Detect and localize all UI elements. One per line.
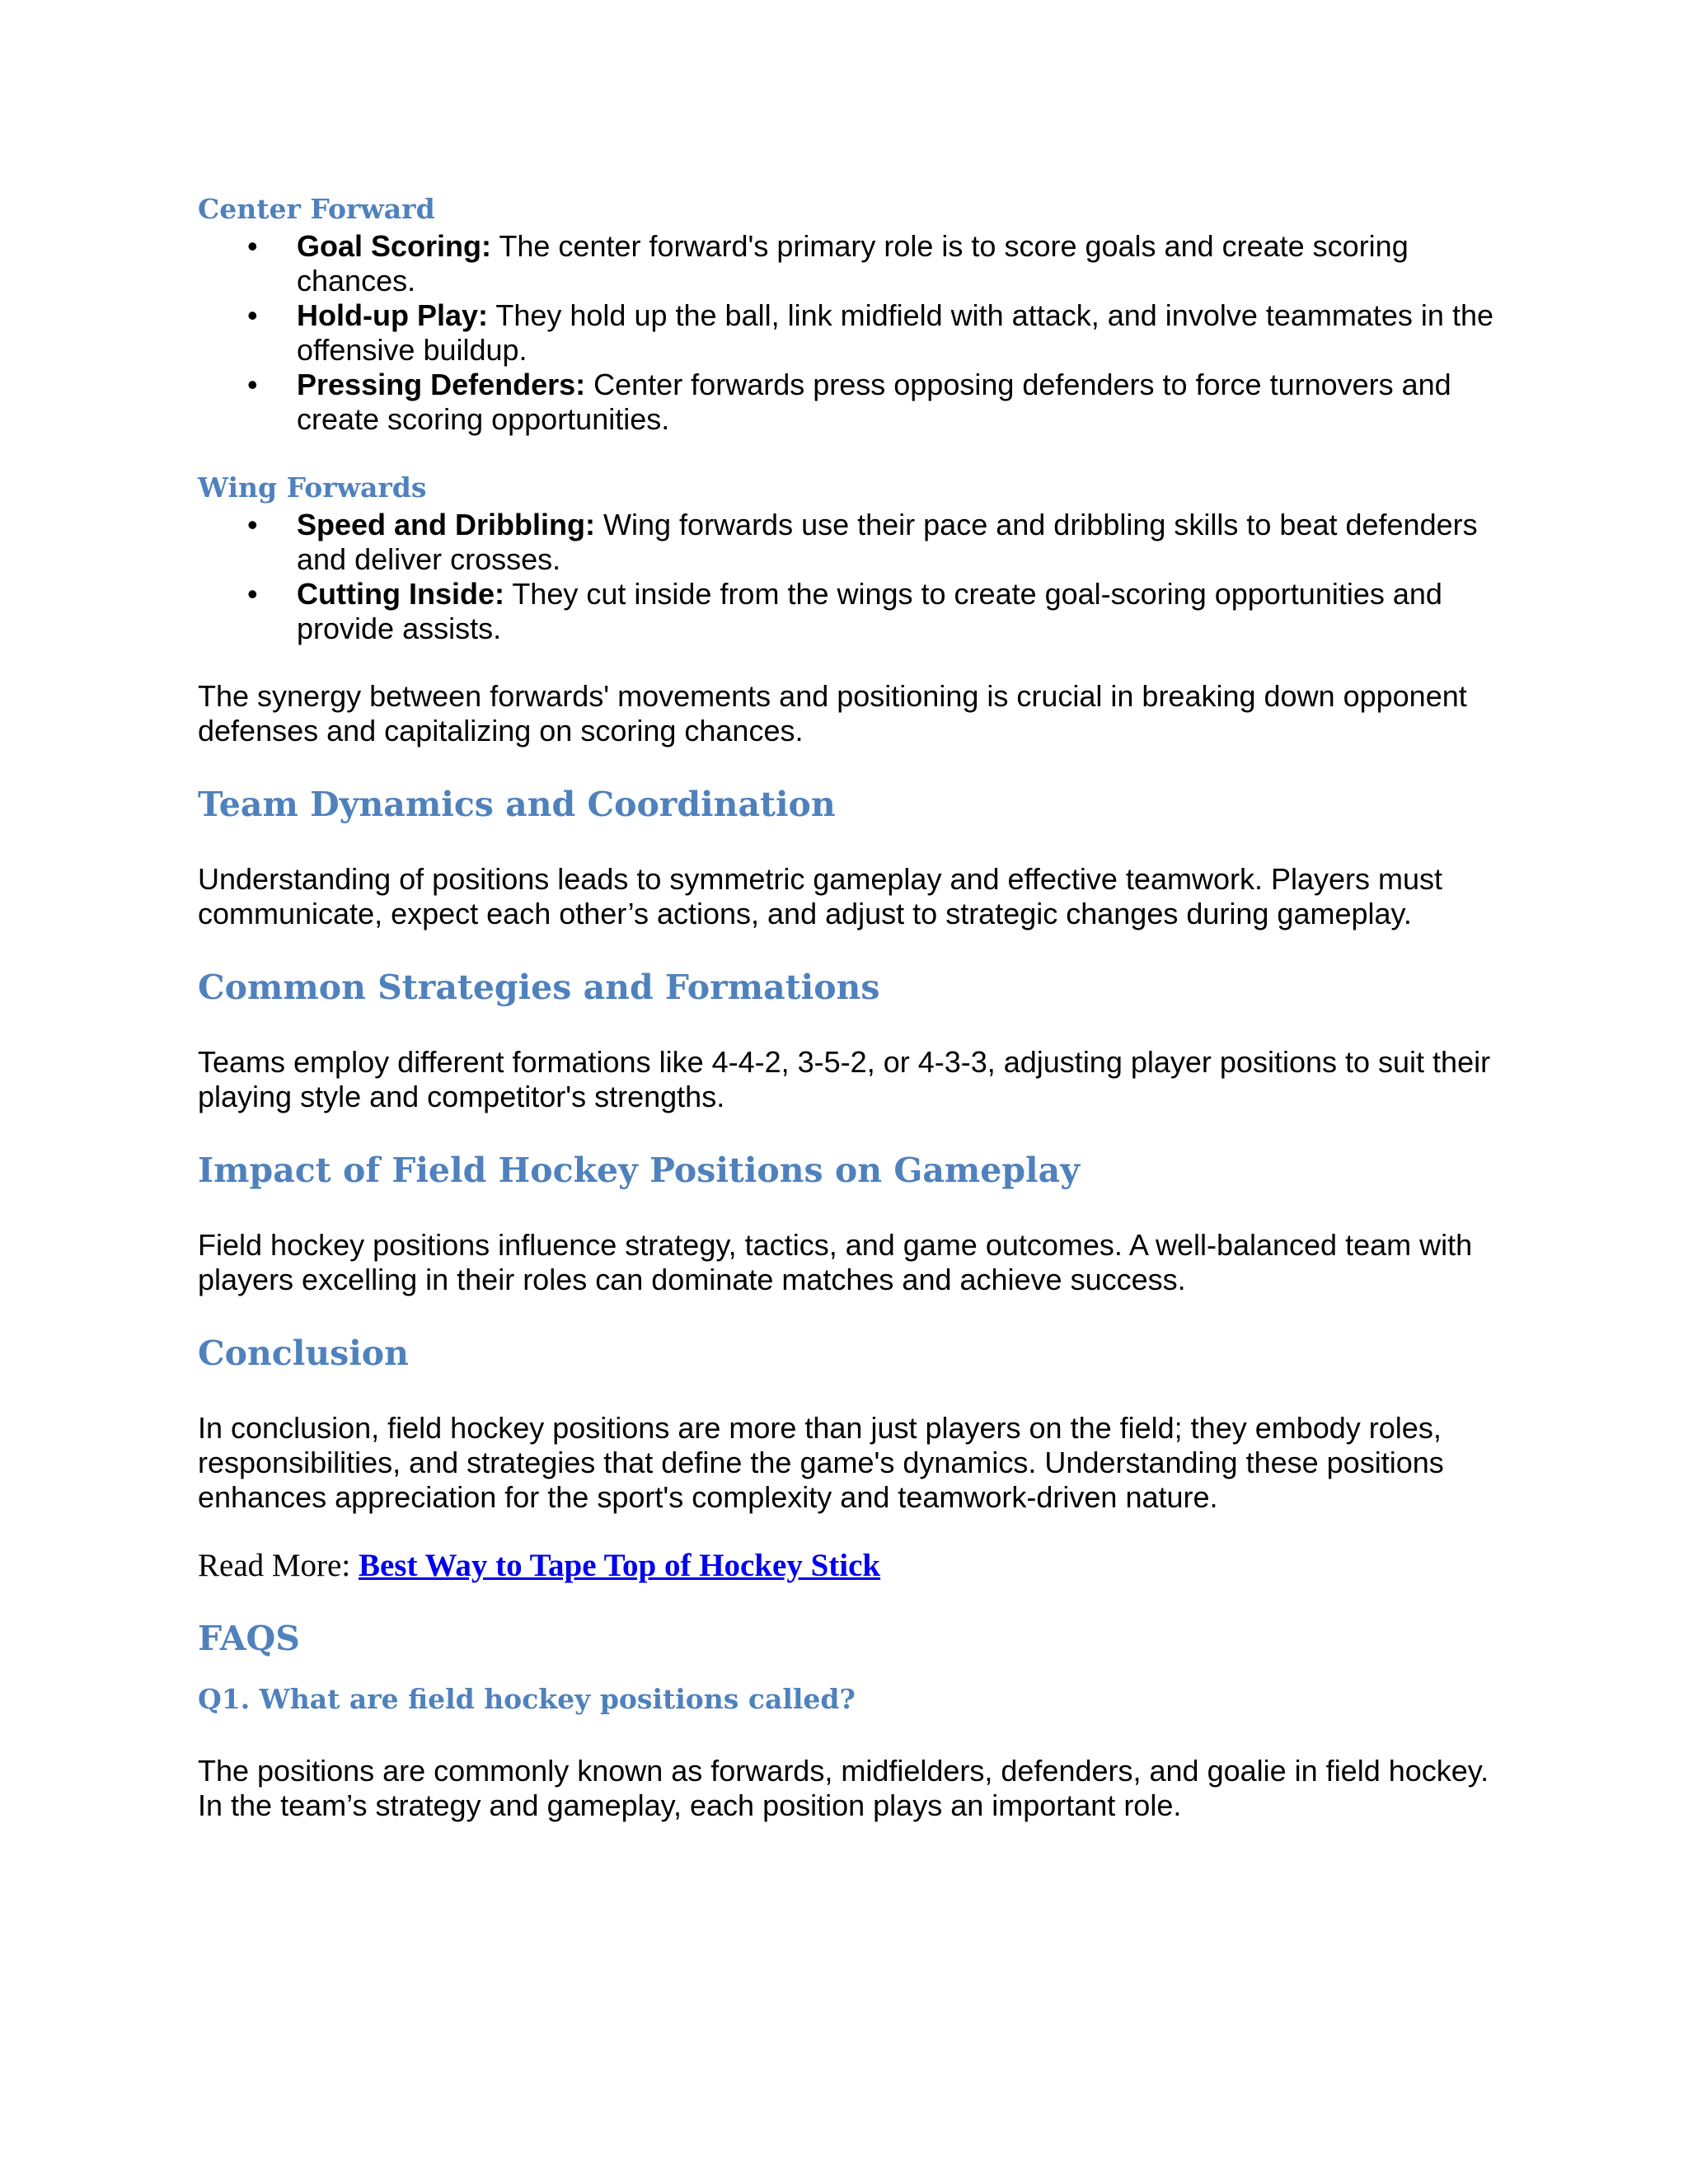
document-page — [198, 190, 1500, 1823]
list-item-text: Wing forwards use their pace and dribbling skills to beat defenders and deliver crosses. — [297, 508, 1478, 576]
impact-paragraph: Field hockey positions influence strategy, tactics, and game outcomes. A well-balanced team with players excelling in their roles can dominate matches and achieve success. — [198, 1228, 1473, 1296]
team-dynamics-paragraph: Understanding of positions leads to symmetric gameplay and effective teamwork. Players must communicate, expect each other’s actions, and adjust to strategic changes during gameplay. — [198, 862, 1443, 930]
conclusion-heading: Conclusion — [198, 1333, 409, 1373]
list-item — [198, 298, 1500, 368]
strategies-paragraph: Teams employ different formations like 4-4-2, 3-5-2, or 4-3-3, adjusting player positions to suit their playing style and competitor's strengths. — [198, 1045, 1491, 1113]
list-item-term: Goal Scoring: — [297, 229, 492, 263]
bullet-icon: • — [247, 298, 258, 332]
wing-forwards-list — [198, 508, 1500, 646]
faqs-heading: FAQS — [198, 1619, 300, 1658]
list-item — [198, 508, 1500, 577]
wing-forwards-heading: Wing Forwards — [198, 471, 427, 504]
bullet-icon: • — [247, 229, 258, 263]
list-item — [198, 577, 1500, 646]
read-more-link[interactable]: Best Way to Tape Top of Hockey Stick — [358, 1548, 881, 1583]
faq-question-1: Q1. What are field hockey positions called? — [198, 1683, 856, 1715]
list-item — [198, 368, 1500, 437]
list-item-term: Cutting Inside: — [297, 577, 504, 611]
list-item-text: They hold up the ball, link midfield with attack, and involve teammates in the offensive buildup. — [297, 298, 1493, 367]
list-item — [198, 229, 1500, 298]
list-item-text: They cut inside from the wings to create goal-scoring opportunities and provide assists. — [297, 577, 1442, 645]
strategies-heading: Common Strategies and Formations — [198, 968, 880, 1007]
conclusion-paragraph: In conclusion, field hockey positions are more than just players on the field; they embody roles, responsibilities, and strategies that define the game's dynamics. Understanding these positions enhances appreciation for the sport's complexity and teamwork-driven nature. — [198, 1411, 1444, 1514]
synergy-paragraph: The synergy between forwards' movements and positioning is crucial in breaking down opponent defenses and capitalizing on scoring chances. — [198, 679, 1467, 748]
list-item-text: Center forwards press opposing defenders to force turnovers and create scoring opportunities. — [297, 368, 1451, 436]
bullet-icon: • — [247, 508, 258, 541]
center-forward-heading: Center Forward — [198, 193, 435, 225]
list-item-term: Speed and Dribbling: — [297, 508, 596, 541]
impact-heading: Impact of Field Hockey Positions on Gameplay — [198, 1151, 1081, 1190]
center-forward-list — [198, 229, 1500, 437]
read-more-line — [198, 1546, 1500, 1586]
list-item-text: The center forward's primary role is to score goals and create scoring chances. — [297, 229, 1409, 298]
team-dynamics-heading: Team Dynamics and Coordination — [198, 785, 836, 824]
bullet-icon: • — [247, 368, 258, 401]
bullet-icon: • — [247, 577, 258, 611]
list-item-term: Hold-up Play: — [297, 298, 488, 332]
list-item-term: Pressing Defenders: — [297, 368, 586, 401]
read-more-label: Read More: — [198, 1548, 359, 1583]
faq-answer-1: The positions are commonly known as forwards, midfielders, defenders, and goalie in field hockey. In the team’s strategy and gameplay, each position plays an important role. — [198, 1754, 1489, 1822]
